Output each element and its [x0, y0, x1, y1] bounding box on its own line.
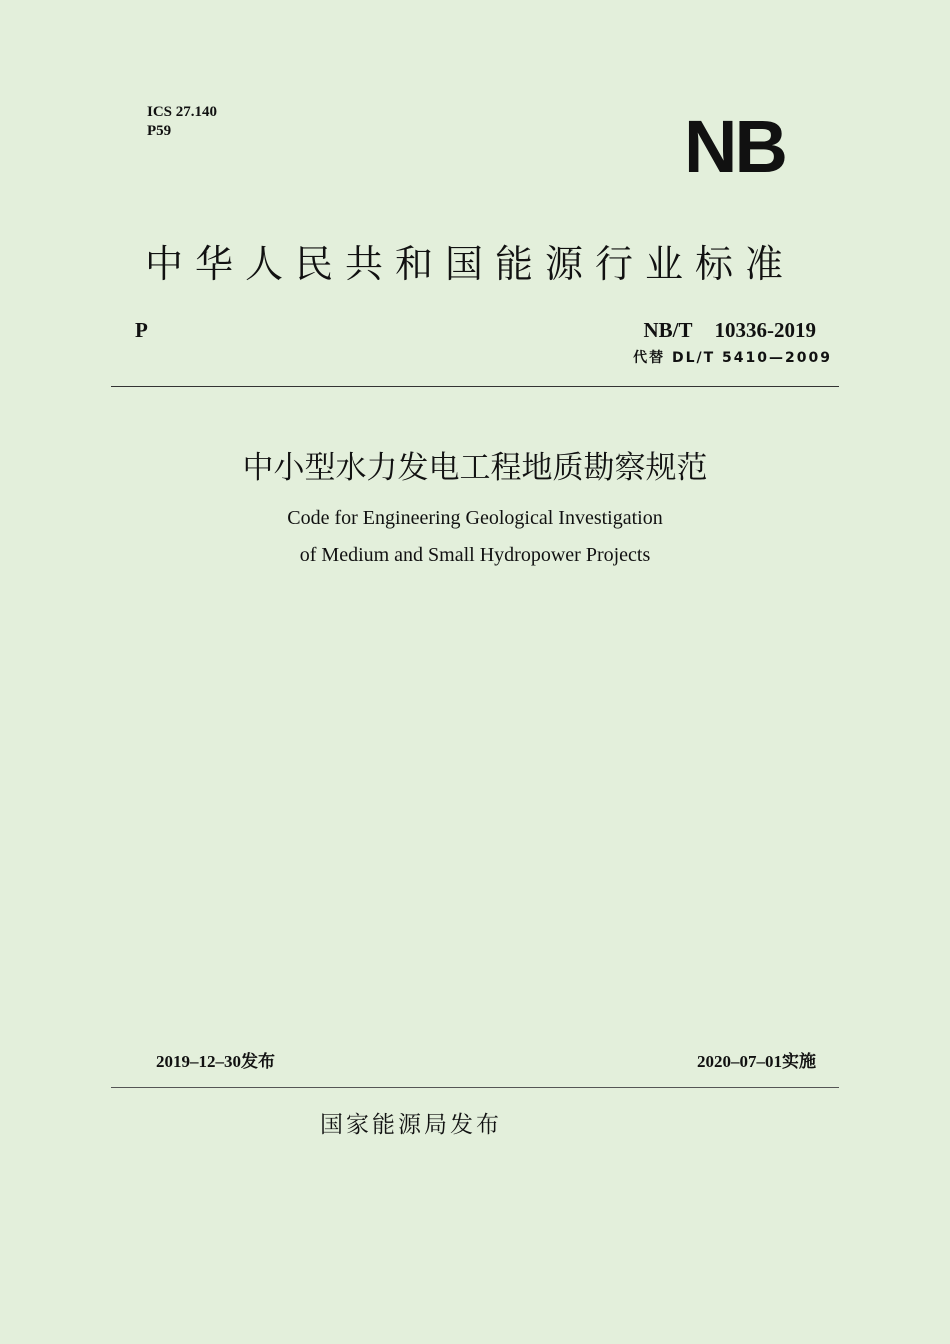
footer-divider	[111, 1087, 839, 1088]
issue-date: 2019–12–30发布	[156, 1052, 275, 1071]
implementation-date: 2020–07–01实施	[697, 1052, 816, 1071]
publisher: 国家能源局发布	[320, 1112, 502, 1138]
header-divider	[111, 386, 839, 387]
classification-block	[147, 103, 217, 141]
industry-heading: 中华人民共和国能源行业标准	[145, 242, 796, 286]
ccs-code: P59	[147, 123, 172, 139]
nb-logo: NB	[684, 105, 785, 188]
ics-code: ICS 27.140	[147, 104, 218, 120]
english-title-line2: of Medium and Small Hydropower Projects	[299, 544, 651, 566]
chinese-title: 中小型水力发电工程地质勘察规范	[242, 450, 708, 486]
replaces-standard: 代替 DL/T 5410—2009	[633, 350, 832, 366]
standard-year-number: 10336-2019	[714, 318, 816, 342]
standard-code: NB/T	[643, 318, 693, 342]
category-letter: P	[135, 318, 148, 342]
standard-number	[643, 317, 816, 343]
english-title-line1: Code for Engineering Geological Investigation	[287, 507, 663, 529]
